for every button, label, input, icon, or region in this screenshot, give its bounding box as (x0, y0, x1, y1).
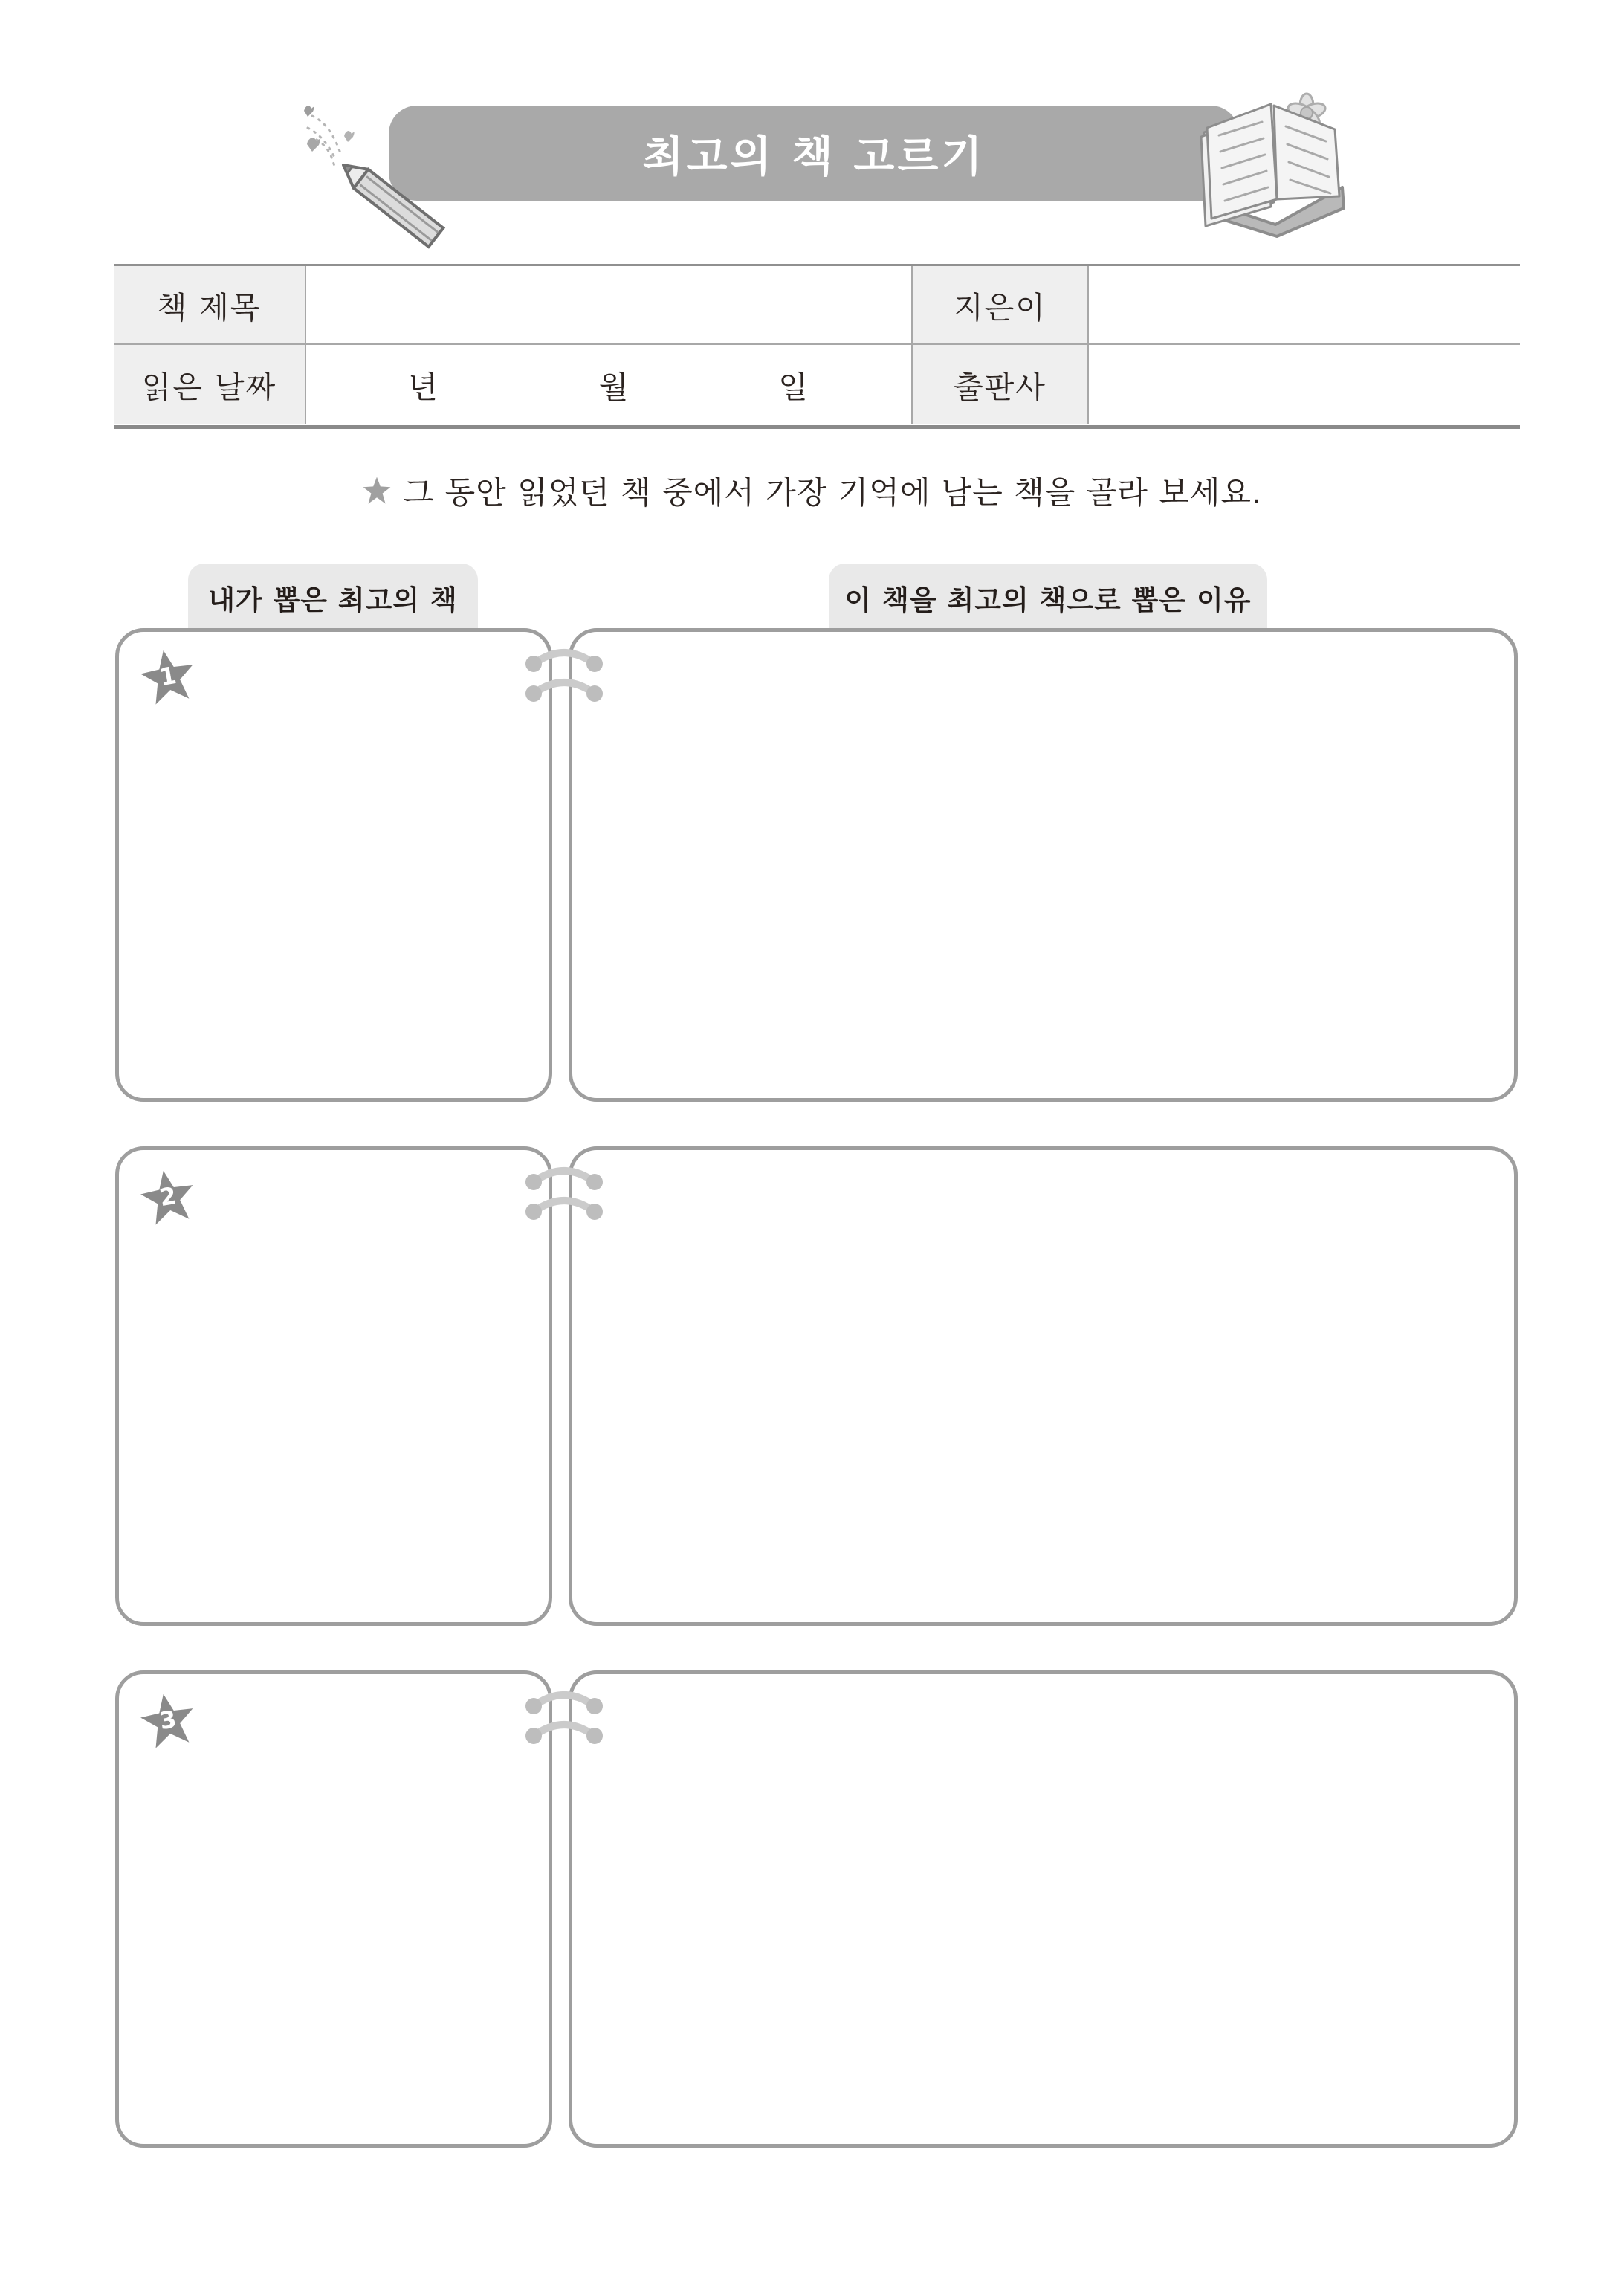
column-header-reason (829, 564, 1267, 632)
reason-box-1[interactable] (569, 628, 1518, 1102)
publisher-field[interactable] (1089, 345, 1520, 424)
reason-box-2[interactable] (569, 1146, 1518, 1626)
column-header-best-book (188, 564, 478, 632)
svg-text:2: 2 (157, 1181, 179, 1212)
number-star-3 (140, 1692, 196, 1748)
date-read-label: 읽은 날짜 (114, 345, 306, 424)
binder-rings-icon (511, 642, 611, 716)
instruction-line (0, 467, 1624, 514)
year-unit-label: 년 (408, 369, 439, 405)
book-title-label: 책 제목 (114, 266, 306, 345)
date-read-field[interactable] (306, 345, 913, 424)
book-title-field[interactable] (306, 266, 913, 345)
svg-text:3: 3 (157, 1705, 179, 1736)
title-banner (389, 106, 1239, 201)
page-title: 최고의 책 고르기 (642, 132, 986, 181)
day-unit-label: 일 (778, 369, 809, 405)
binder-rings-icon (511, 1160, 611, 1234)
open-book-illustration (1186, 83, 1357, 243)
pencil-illustration (291, 95, 447, 259)
book-info-table (114, 264, 1520, 429)
author-field[interactable] (1089, 266, 1520, 345)
reason-box-3[interactable] (569, 1670, 1518, 2148)
number-star-2 (140, 1169, 196, 1225)
column-header-right-label: 이 책을 최고의 책으로 뽑은 이유 (844, 584, 1252, 616)
publisher-label: 출판사 (913, 345, 1089, 424)
binder-rings-icon (511, 1684, 611, 1758)
month-unit-label: 월 (598, 369, 630, 405)
column-header-left-label: 내가 뽑은 최고의 책 (208, 584, 458, 616)
star-icon (362, 476, 392, 506)
author-label: 지은이 (913, 266, 1089, 345)
number-star-1 (140, 648, 196, 705)
svg-text:1: 1 (157, 661, 179, 692)
instruction-text: 그 동안 읽었던 책 중에서 가장 기억에 남는 책을 골라 보세요. (403, 474, 1263, 511)
